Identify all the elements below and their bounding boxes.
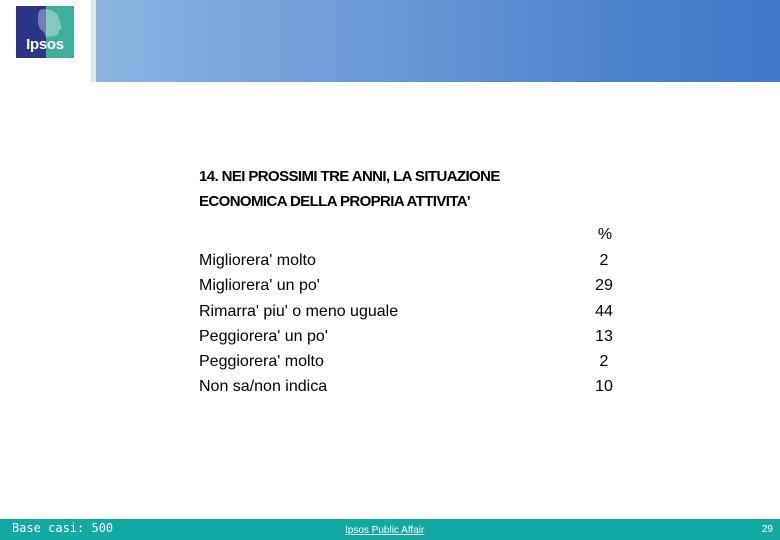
row-value: 13 xyxy=(595,327,613,345)
row-value: 2 xyxy=(599,353,609,371)
header xyxy=(0,0,780,82)
table-row xyxy=(199,275,639,300)
table-row xyxy=(199,326,639,351)
row-value: 2 xyxy=(599,252,609,269)
row-label: Rimarra' piu' o meno uguale xyxy=(199,302,399,320)
percent-column-header: % xyxy=(597,226,613,243)
row-label: Non sa/non indica xyxy=(199,378,328,396)
question-title xyxy=(199,164,619,214)
row-label: Peggiorera' un po' xyxy=(199,327,328,345)
logo-text: Ipsos xyxy=(26,36,64,53)
footer-bar xyxy=(0,519,780,540)
table-row xyxy=(199,376,639,401)
ipsos-public-affair-link[interactable]: Ipsos Public Affair xyxy=(345,525,425,536)
row-value: 44 xyxy=(595,302,613,320)
row-value: 29 xyxy=(595,277,613,295)
row-value: 10 xyxy=(595,378,613,396)
table-row xyxy=(199,351,639,376)
row-label: Migliorera' molto xyxy=(199,252,316,269)
header-gradient-bar xyxy=(96,0,780,82)
results-table xyxy=(199,250,639,402)
question-title-line-2: ECONOMICA DELLA PROPRIA ATTIVITA' xyxy=(199,193,470,210)
table-row xyxy=(199,301,639,326)
base-cases-text: Base casi: 500 xyxy=(12,521,114,535)
ipsos-logo xyxy=(16,6,74,58)
page-number: 29 xyxy=(761,524,773,535)
row-label: Migliorera' un po' xyxy=(199,277,320,295)
table-row xyxy=(199,250,639,275)
logo-area xyxy=(0,0,91,82)
question-title-line-1: 14. NEI PROSSIMI TRE ANNI, LA SITUAZIONE xyxy=(199,168,500,185)
row-label: Peggiorera' molto xyxy=(199,353,324,371)
